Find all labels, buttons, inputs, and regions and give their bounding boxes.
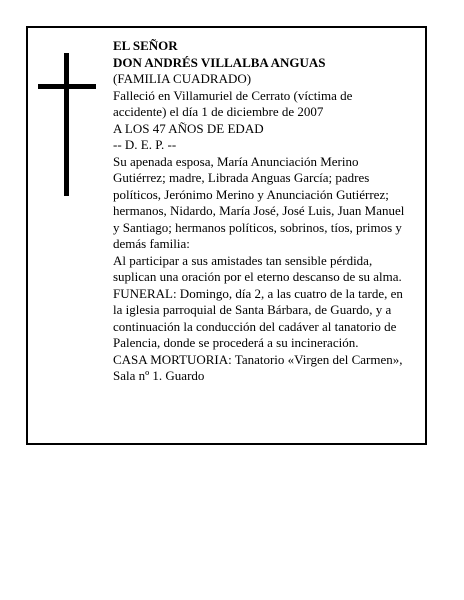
notice-line-prayer-request: Al participar a sus amistades tan sensible pérdida, — [113, 252, 373, 268]
notice-line-family-list: y Santiago; hermanos políticos, sobrinos, tíos, primos y — [113, 219, 402, 235]
notice-line-family-list: demás familia: — [113, 236, 190, 251]
notice-line-death-date: accidente) el día 1 de diciembre de 2007 — [113, 104, 324, 119]
notice-line-funeral: FUNERAL: Domingo, día 2, a las cuatro de la tarde, en — [113, 285, 403, 301]
notice-line-mortuary: CASA MORTUORIA: Tanatorio «Virgen del Carmen», — [113, 351, 403, 367]
notice-line-mortuary: Sala nº 1. Guardo — [113, 368, 205, 383]
notice-line-title: EL SEÑOR — [113, 38, 178, 53]
notice-line-family: (FAMILIA CUADRADO) — [113, 71, 252, 86]
notice-line-rip: -- D. E. P. -- — [113, 137, 177, 152]
notice-line-funeral: Palencia, donde se procederá a su incineración. — [113, 335, 359, 350]
notice-line-age: A LOS 47 AÑOS DE EDAD — [113, 120, 264, 136]
notice-line-family-list: Su apenada esposa, María Anunciación Merino — [113, 153, 359, 169]
notice-line-funeral: continuación la conducción del cadáver al tanatorio de — [113, 318, 397, 334]
notice-line-deceased-name: DON ANDRÉS VILLALBA ANGUAS — [113, 54, 326, 70]
notice-line-family-list: políticos, Jerónimo Merino y Anunciación Gutiérrez; — [113, 186, 389, 202]
cross-vertical-bar — [64, 53, 69, 196]
notice-line-family-list: Gutiérrez; madre, Librada Anguas García; padres — [113, 170, 370, 185]
notice-line-funeral: la iglesia parroquial de Santa Bárbara, de Guardo, y a — [113, 302, 392, 317]
notice-line-death-place: Falleció en Villamuriel de Cerrato (víctima de — [113, 87, 353, 103]
notice-text — [113, 38, 425, 385]
cross-horizontal-bar — [38, 84, 96, 89]
notice-line-prayer-request: suplican una oración por el eterno descanso de su alma. — [113, 269, 402, 284]
notice-line-family-list: hermanos, Nidardo, María José, José Luis, Juan Manuel — [113, 203, 405, 218]
